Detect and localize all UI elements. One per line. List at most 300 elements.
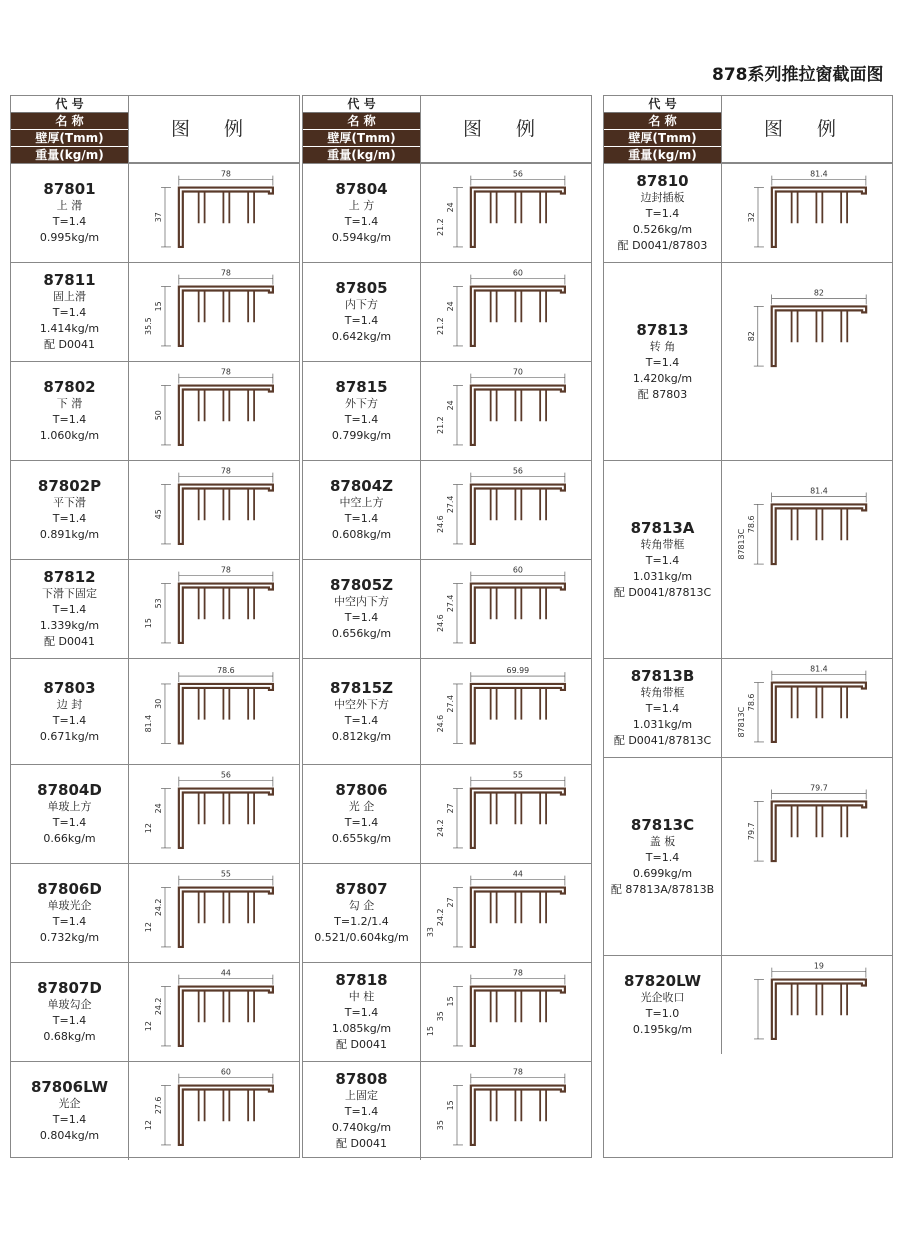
dimension-label: 15 [446,1100,456,1111]
profile-svg [722,461,892,658]
profile-info [303,362,420,460]
dimension-label: 35 [436,1011,446,1022]
profile-name: 内下方 [345,298,378,311]
profile-svg [421,864,591,962]
profile-row [11,764,299,863]
profile-weight: 0.526kg/m [632,223,693,236]
profile-outline [471,386,565,445]
dimension-label: 15 [144,618,154,629]
profile-name: 单玻勾企 [47,998,92,1011]
profile-code: 87813C [630,815,695,834]
profile-svg [722,758,892,955]
profile-drawing [453,1074,565,1145]
profile-outline [471,987,565,1046]
profile-drawing [754,789,866,861]
profile-drawing [754,671,866,742]
profile-drawing [453,572,565,643]
profile-code: 87807 [335,880,388,898]
profile-name: 固上滑 [53,290,86,303]
profile-drawing-area [128,864,299,962]
profile-outline [471,287,565,346]
profile-thickness: T=1.4 [645,553,680,567]
dimension-label: 24.2 [154,997,164,1016]
profile-svg [421,963,591,1061]
dimension-label: 24.6 [436,614,446,632]
dimension-label: 56 [512,169,523,179]
dimension-label: 81.4 [144,714,154,733]
profile-drawing-area [128,263,299,361]
dimension-label: 33 [426,927,436,938]
profile-drawing [754,294,866,366]
dimension-label: 24.2 [436,819,446,837]
header-legend-label: 图 例 [420,96,591,163]
profile-info [11,963,128,1061]
profile-drawing [161,374,273,445]
profile-svg [421,1062,591,1160]
profile-note: 配 D0041/87803 [617,239,708,252]
profile-info [604,164,721,262]
profile-thickness: T=1.4 [344,1006,379,1019]
profile-drawing [161,975,273,1046]
dimension-label: 27.4 [446,694,456,713]
profile-info [11,765,128,863]
header-legend-label: 图 例 [128,96,299,163]
profile-svg [129,864,299,962]
profile-weight: 0.740kg/m [331,1121,392,1134]
profile-code: 87812 [43,568,96,586]
dimension-label: 37 [154,212,164,223]
profile-thickness: T=1.4 [52,1113,87,1126]
dimension-label: 87813C [737,706,747,738]
dimension-label: 78 [220,466,231,476]
profile-drawing [161,777,273,848]
profile-thickness: T=1.4 [344,215,379,228]
profile-name: 盖 板 [649,834,676,848]
profile-note: 配 D0041 [336,1137,387,1150]
profile-outline [471,789,565,848]
dimension-label: 79.7 [746,822,756,841]
header-name-label: 名 称 [303,113,420,130]
profile-drawing-area [420,560,591,658]
dimension-label: 27.6 [154,1096,164,1115]
header-labels [303,96,420,163]
profile-name: 上固定 [345,1089,378,1102]
profile-weight: 0.732kg/m [39,931,100,944]
profile-drawing-area [128,1062,299,1160]
header-weight-label: 重量(kg/m) [604,147,721,164]
dimension-label: 44 [220,968,231,978]
profile-drawing-area [721,164,892,262]
header-thickness-label: 壁厚(Tmm) [303,130,420,147]
dimension-label: 78 [220,565,231,575]
profile-thickness: T=1.4 [52,413,87,426]
profile-code: 87806LW [30,1078,109,1096]
profile-name: 转 角 [649,339,676,353]
profile-note: 配 D0041/87813C [613,585,712,599]
profile-drawing-area [128,164,299,262]
profile-thickness: T=1.4 [645,702,680,715]
profile-outline [471,888,565,947]
dimension-label: 78 [220,367,231,377]
profile-weight: 1.414kg/m [39,322,100,335]
profile-drawing [453,473,565,544]
profile-thickness: T=1.4 [344,1105,379,1118]
profile-row [604,658,892,757]
profile-row [303,163,591,262]
profile-row [11,1061,299,1160]
profile-name: 转角带框 [640,686,685,699]
profile-drawing-area [420,765,591,863]
profile-weight: 1.060kg/m [39,429,100,442]
profile-info [604,659,721,757]
profile-outline [772,683,866,742]
profile-code: 87813B [630,667,695,685]
profile-row [11,559,299,658]
profile-weight: 0.995kg/m [39,231,100,244]
profile-info [11,1062,128,1160]
profile-thickness: T=1.4 [344,611,379,624]
dimension-label: 15 [446,996,456,1007]
profile-weight: 0.799kg/m [331,429,392,442]
profile-code: 87802P [37,477,102,495]
profile-thickness: T=1.4 [344,816,379,829]
profile-row [303,460,591,559]
profile-drawing-area [128,560,299,658]
profile-thickness: T=1.4 [645,850,680,864]
profile-drawing-area [420,659,591,764]
profile-outline [772,980,866,1039]
profile-svg [722,659,892,757]
profile-name: 光企收口 [640,991,685,1004]
dimension-label: 12 [144,1021,154,1032]
profile-drawing [161,876,273,947]
profile-thickness: T=1.4 [52,713,87,727]
profile-row [11,361,299,460]
profile-outline [471,1086,565,1145]
profile-row [303,764,591,863]
profile-name: 上 方 [348,199,375,212]
profile-svg [129,263,299,361]
profile-code: 87818 [335,971,388,989]
profile-weight: 0.655kg/m [331,832,392,845]
dimension-label: 12 [144,823,154,834]
profile-row [303,262,591,361]
dimension-label: 15 [154,301,164,312]
dimension-label: 21.2 [436,218,446,236]
profile-svg [129,963,299,1061]
profile-code: 87802 [43,378,96,396]
profile-row [303,962,591,1061]
dimension-label: 50 [154,410,164,421]
profile-drawing [754,968,866,1039]
profile-outline [772,188,866,247]
profile-thickness: T=1.4 [645,207,680,220]
header-thickness-label: 壁厚(Tmm) [11,130,128,147]
profile-drawing-area [128,461,299,559]
profile-drawing [453,672,565,743]
profile-name: 边 封 [56,697,83,711]
header-name-label: 名 称 [11,113,128,130]
dimension-label: 56 [512,466,523,476]
profile-thickness: T=1.4 [344,314,379,327]
profile-outline [179,485,273,544]
dimension-label: 30 [154,698,164,709]
profile-note: 配 87813A/87813B [610,882,715,896]
profile-drawing-area [420,963,591,1061]
profile-row [604,955,892,1054]
dimension-label: 24 [446,301,456,312]
dimension-label: 56 [220,770,231,780]
dimension-label: 44 [512,869,523,879]
profile-weight: 0.608kg/m [331,528,392,541]
profile-outline [179,584,273,643]
dimension-label: 78 [220,268,231,278]
profile-name: 下滑下固定 [42,587,97,600]
profile-info [303,560,420,658]
header-weight-label: 重量(kg/m) [11,147,128,164]
profile-code: 87804Z [329,477,394,495]
profile-row [11,262,299,361]
profile-thickness: T=1.4 [52,603,87,616]
dimension-label: 24.6 [436,515,446,533]
profile-code: 87815 [335,378,388,396]
profile-outline [179,188,273,247]
profile-row [11,863,299,962]
dimension-label: 81.4 [810,486,828,496]
profile-drawing-area [420,362,591,460]
profile-code: 87808 [335,1070,388,1088]
profile-weight: 0.68kg/m [43,1030,96,1043]
dimension-label: 60 [512,565,523,575]
profile-svg [421,164,591,262]
dimension-label: 55 [512,770,523,780]
dimension-label: 35 [436,1120,446,1131]
profile-code: 87811 [43,271,96,289]
profile-info [303,164,420,262]
profile-thickness: T=1.4 [344,413,379,426]
profile-outline [772,504,866,564]
profile-drawing-area [420,164,591,262]
profile-outline [179,1086,273,1145]
dimension-label: 12 [144,1120,154,1131]
profile-drawing-area [420,864,591,962]
dimension-label: 69.99 [506,666,530,676]
profile-thickness: T=1.4 [52,1014,87,1027]
profile-thickness: T=1.4 [344,512,379,525]
profile-drawing-area [420,1062,591,1160]
profile-svg [129,461,299,559]
dimension-label: 81.4 [810,169,828,179]
profile-note: 配 D0041/87813C [613,734,712,747]
profile-thickness: T=1.4 [52,215,87,228]
profile-svg [129,164,299,262]
profile-info [11,263,128,361]
profile-drawing [453,275,565,346]
profile-outline [772,306,866,366]
profile-outline [179,987,273,1046]
profile-info [303,263,420,361]
profile-outline [471,584,565,643]
profile-svg [722,164,892,262]
page-title: 878系列推拉窗截面图 [712,65,884,85]
profile-weight: 1.031kg/m [632,569,693,583]
profile-drawing-area [128,362,299,460]
dimension-label: 32 [747,212,757,223]
profile-outline [471,485,565,544]
profile-info [303,1062,420,1160]
profile-drawing-area [128,963,299,1061]
dimension-label: 55 [220,869,231,879]
profile-row [11,163,299,262]
profile-row [11,658,299,764]
profile-info [303,659,420,764]
dimension-label: 45 [154,509,164,520]
dimension-label: 78.6 [746,515,756,534]
dimension-label: 78 [512,1067,523,1077]
profile-info [604,956,721,1054]
dimension-label: 24 [154,803,164,814]
profile-drawing [161,275,273,346]
profile-weight: 0.521/0.604kg/m [314,931,409,944]
profile-code: 87813 [636,320,689,339]
profile-row [604,757,892,955]
profile-info [11,864,128,962]
profile-outline [179,684,273,743]
dimension-label: 19 [813,961,824,971]
profile-weight: 0.671kg/m [39,729,100,743]
header-legend-label: 图 例 [721,96,892,163]
profile-info [303,461,420,559]
profile-info [11,164,128,262]
profile-drawing [161,176,273,247]
header-code-label: 代 号 [11,96,128,113]
profile-name: 转角带框 [640,537,685,551]
profile-row [11,962,299,1061]
profile-weight: 1.420kg/m [632,371,693,385]
profile-outline [471,188,565,247]
dimension-label: 27 [446,897,456,908]
profile-outline [772,801,866,861]
profile-outline [471,684,565,743]
profile-weight: 0.642kg/m [331,330,392,343]
profile-info [604,263,721,460]
dimension-label: 27.4 [446,594,456,613]
profile-note: 配 D0041 [336,1038,387,1051]
profile-svg [129,659,299,764]
profile-drawing-area [721,263,892,460]
profile-row [604,163,892,262]
header-code-label: 代 号 [303,96,420,113]
dimension-label: 24 [446,202,456,213]
profile-info [11,461,128,559]
profile-drawing [453,975,565,1046]
profile-drawing [453,374,565,445]
dimension-label: 79.7 [810,783,828,793]
profile-code: 87803 [43,678,96,697]
profile-drawing [754,176,866,247]
profile-code: 87804D [37,781,102,799]
profile-row [303,658,591,764]
dimension-label: 82 [813,288,824,298]
profile-drawing-area [721,461,892,658]
profile-drawing-area [721,659,892,757]
dimension-label: 53 [154,598,164,609]
profile-row [604,460,892,658]
profile-note: 配 D0041 [44,635,95,648]
profile-weight: 0.699kg/m [632,866,693,880]
profile-row [604,262,892,460]
profile-drawing-area [128,765,299,863]
profile-info [604,758,721,955]
profile-thickness: T=1.4 [52,306,87,319]
profile-drawing [754,492,866,564]
profile-weight: 0.66kg/m [43,832,96,845]
profile-weight: 0.656kg/m [331,627,392,640]
dimension-label: 35.5 [144,317,154,335]
column-2 [302,95,592,1158]
profile-thickness: T=1.4 [344,713,379,727]
dimension-label: 12 [144,922,154,933]
profile-svg [421,263,591,361]
profile-weight: 0.195kg/m [632,1023,693,1036]
profile-svg [722,263,892,460]
profile-svg [129,765,299,863]
profile-info [11,560,128,658]
profile-name: 单玻上方 [47,800,92,813]
profile-code: 87813A [630,518,695,537]
profile-row [303,361,591,460]
profile-outline [179,287,273,346]
profile-drawing-area [721,758,892,955]
dimension-label: 24.2 [436,908,446,927]
profile-drawing-area [721,956,892,1054]
dimension-label: 27 [446,803,456,814]
dimension-label: 60 [220,1067,231,1077]
profile-thickness: T=1.2/1.4 [334,915,389,928]
dimension-label: 24.6 [436,714,446,733]
dimension-label: 81.4 [810,664,828,674]
profile-note: 配 D0041 [44,338,95,351]
profile-thickness: T=1.4 [52,915,87,928]
profile-drawing-area [128,659,299,764]
profile-thickness: T=1.4 [52,512,87,525]
profile-drawing [161,473,273,544]
column-1 [10,95,300,1158]
profile-code: 87806D [37,880,102,898]
profile-info [303,864,420,962]
profile-svg [129,560,299,658]
dimension-label: 21.2 [436,317,446,335]
profile-thickness: T=1.4 [645,355,680,369]
profile-code: 87815Z [329,678,394,697]
profile-name: 中空内下方 [334,595,389,608]
profile-name: 中空上方 [339,496,384,509]
header-labels [604,96,721,163]
profile-row [303,1061,591,1160]
dimension-label: 15 [426,1026,436,1037]
profile-name: 光 企 [348,800,375,813]
profile-name: 单玻光企 [47,899,92,912]
dimension-label: 82 [746,331,756,342]
profile-code: 87805 [335,279,388,297]
profile-code: 87801 [43,180,96,198]
dimension-label: 24 [446,400,456,411]
profile-name: 勾 企 [348,899,375,912]
dimension-label: 24.2 [154,898,164,917]
profile-name: 光企 [58,1097,81,1110]
profile-weight: 1.085kg/m [331,1022,392,1035]
profile-svg [421,362,591,460]
